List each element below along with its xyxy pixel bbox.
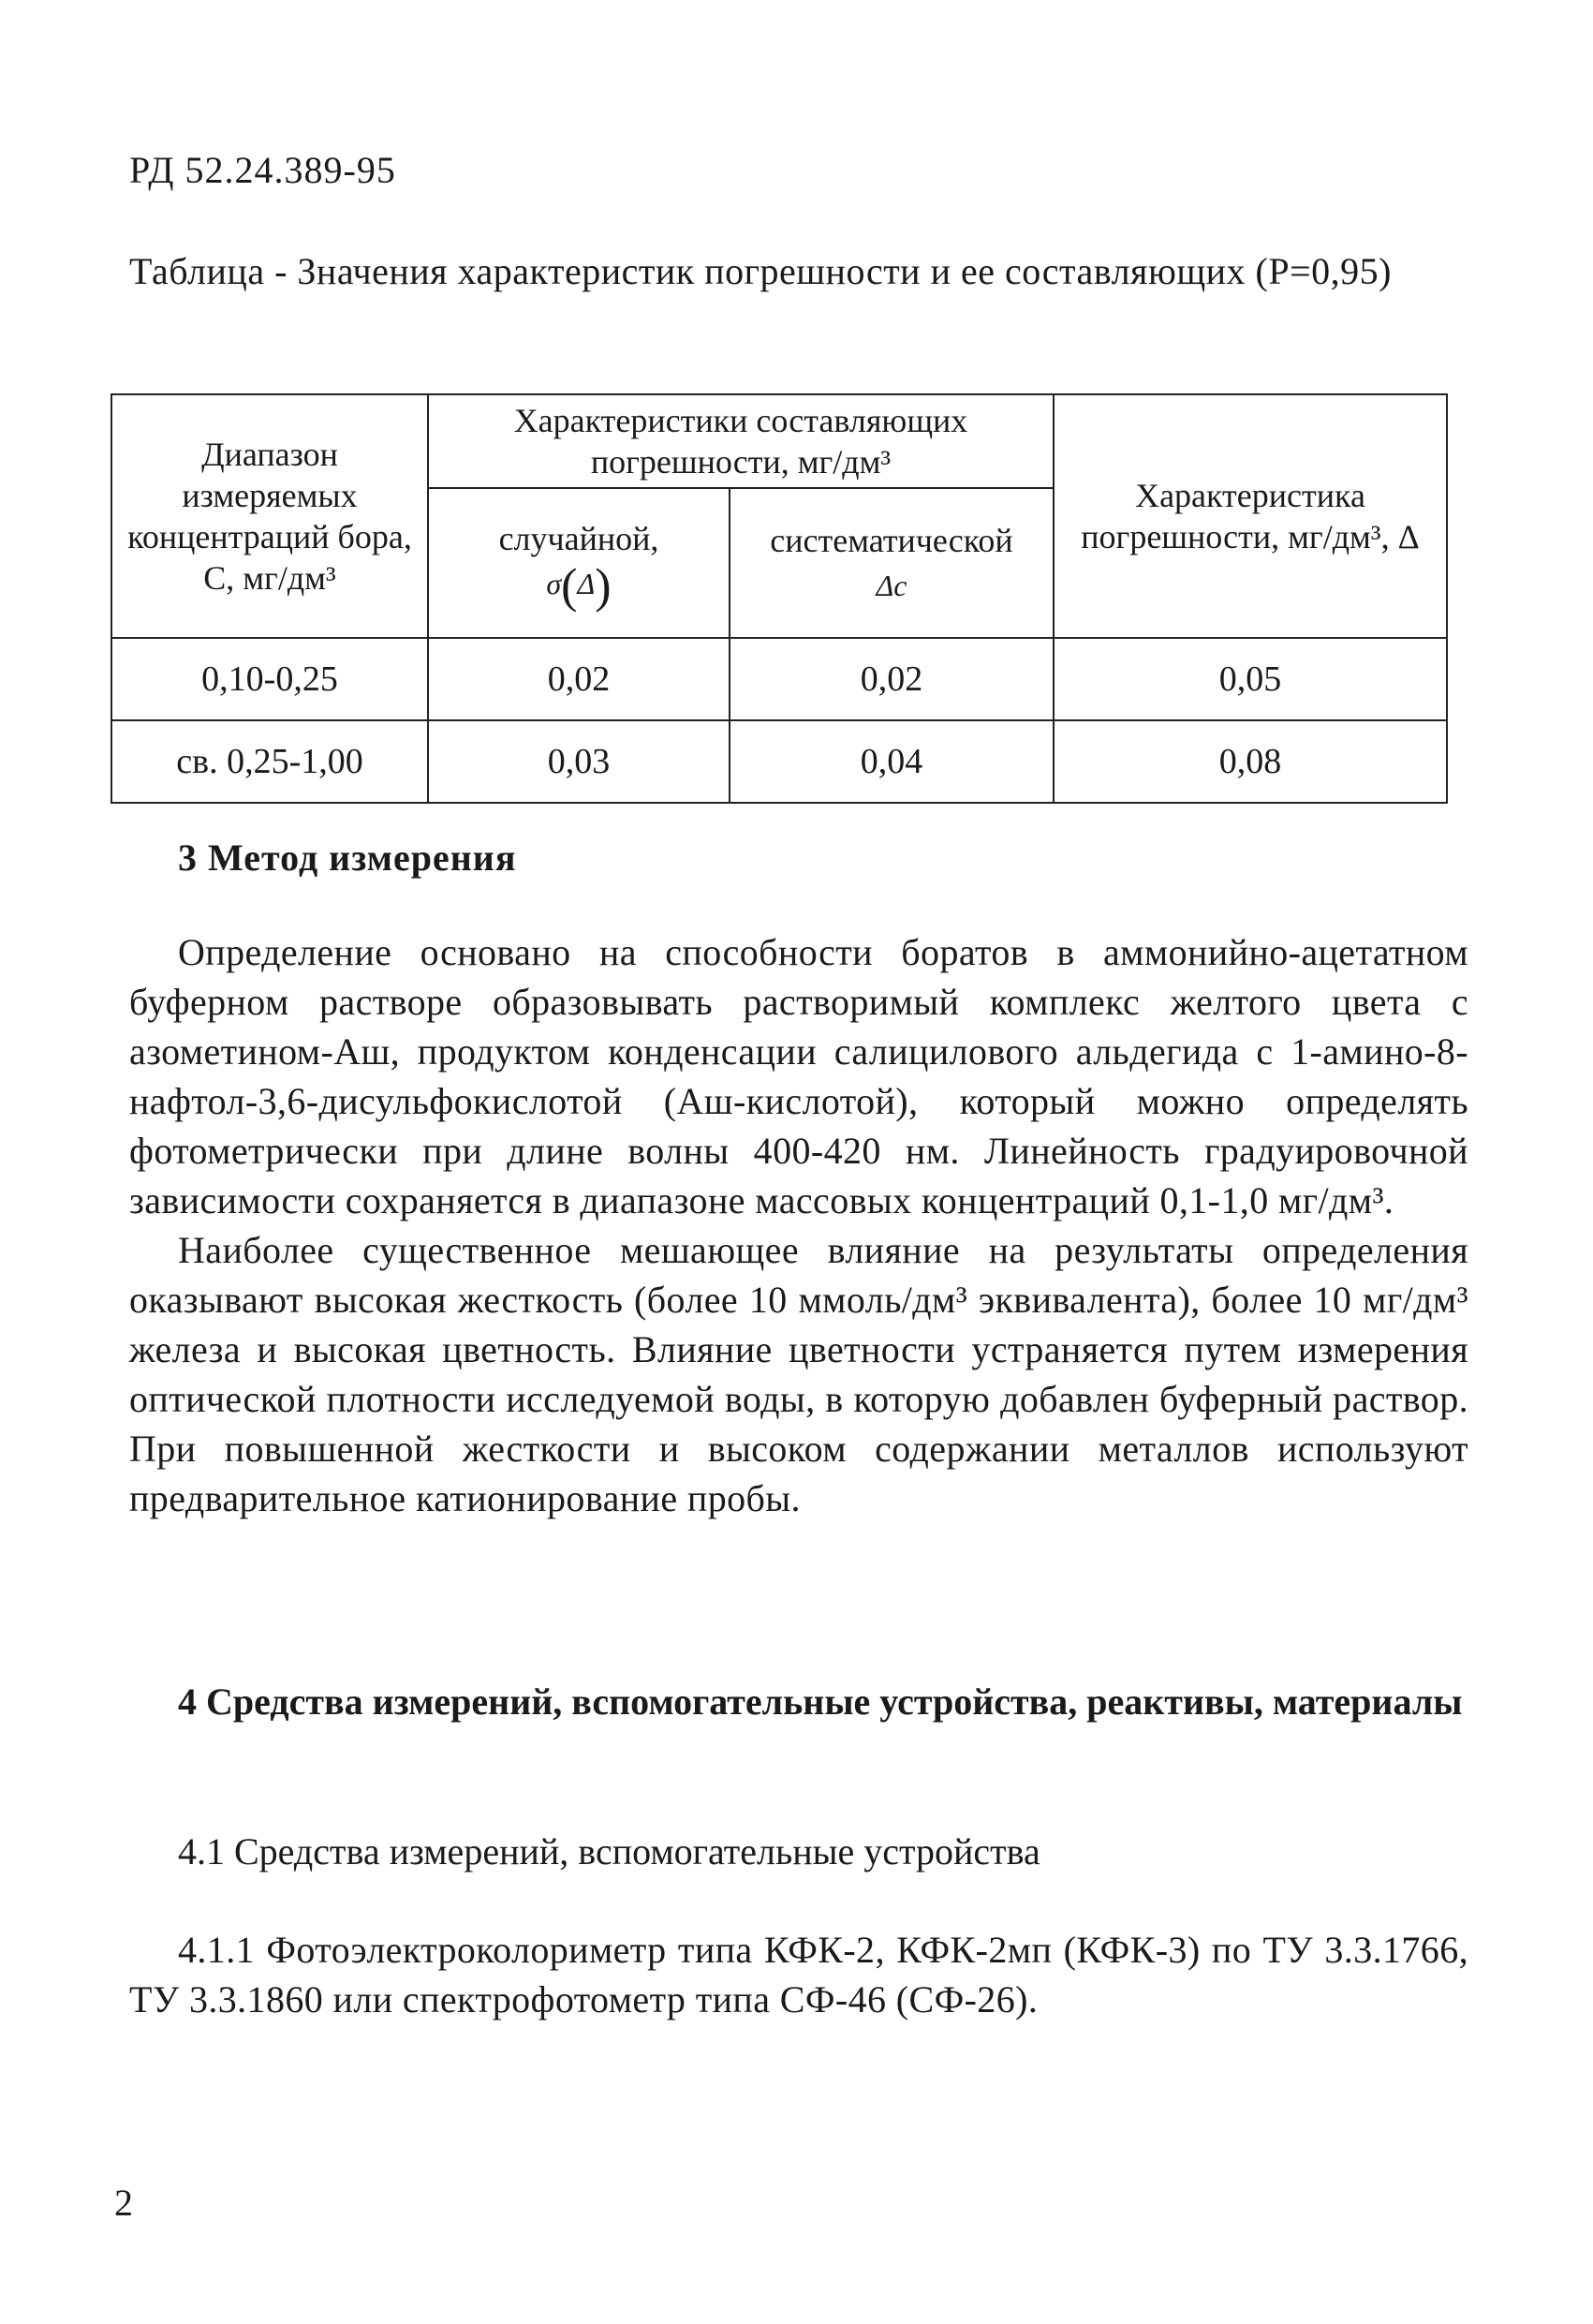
random-inner: Δ xyxy=(577,567,596,601)
cell-systematic: 0,02 xyxy=(730,638,1054,720)
header-random-symbol xyxy=(546,559,612,614)
table-row xyxy=(111,720,1447,803)
document-code: РД 52.24.389-95 xyxy=(129,149,396,191)
bracket-close: ) xyxy=(595,559,612,614)
header-range: Диапазон измеряемых концентраций бора, С, мг/дм³ xyxy=(111,394,428,638)
cell-total: 0,08 xyxy=(1054,720,1447,803)
cell-range: св. 0,25-1,00 xyxy=(111,720,428,803)
section-3-paragraph-1: Определение основано на способности боратов в аммонийно-ацетатном буферном растворе образовывать растворимый комплекс желтого цвета с азометином-Аш, продуктом конденсации салицилового альдегида с 1-амино-8-нафтол-3,6-дисульфокислотой (Аш-кислотой), который можно определять фотометрически при длине волны 400-420 нм. Линейность градуировочной зависимости сохраняется в диапазоне массовых концентраций 0,1-1,0 мг/дм³. xyxy=(129,931,1468,1221)
cell-range: 0,10-0,25 xyxy=(111,638,428,720)
cell-random: 0,03 xyxy=(428,720,730,803)
page-number: 2 xyxy=(114,2182,133,2224)
header-components: Характеристики составляющих погрешности, мг/дм³ xyxy=(428,394,1054,488)
subsection-4-1-1 xyxy=(129,1925,1468,2024)
cell-total: 0,05 xyxy=(1054,638,1447,720)
subsection-4-1-1-text: 4.1.1 Фотоэлектроколориметр типа КФК-2, КФК-2мп (КФК-3) по ТУ 3.3.1766, ТУ 3.3.1860 или спектрофотометр типа СФ-46 (СФ-26). xyxy=(129,1929,1468,2021)
table-caption: Таблица - Значения характеристик погрешности и ее составляющих (Р=0,95) xyxy=(129,250,1392,292)
header-systematic-symbol: Δс xyxy=(876,569,907,602)
header-random xyxy=(428,488,730,638)
cell-random: 0,02 xyxy=(428,638,730,720)
header-systematic-label: систематической xyxy=(770,522,1013,559)
table-row xyxy=(111,638,1447,720)
cell-systematic: 0,04 xyxy=(730,720,1054,803)
header-total: Характеристика погрешности, мг/дм³, Δ xyxy=(1054,394,1447,638)
subsection-4-1-title: 4.1 Средства измерений, вспомогательные устройства xyxy=(178,1830,1040,1873)
header-systematic xyxy=(730,488,1054,638)
section-3-body xyxy=(129,927,1468,1523)
random-sigma: σ xyxy=(546,567,562,601)
error-characteristics-table xyxy=(111,393,1448,804)
section-3-title: 3 Метод измерения xyxy=(178,836,517,879)
section-4-title: 4 Средства измерений, вспомогательные устройства, реактивы, материалы xyxy=(178,1680,1463,1723)
header-random-label: случайной, xyxy=(498,520,659,558)
bracket-open: ( xyxy=(561,559,578,614)
section-3-paragraph-2: Наиболее существенное мешающее влияние на результаты определения оказывают высокая жесткость (более 10 ммоль/дм³ эквивалента), более 10 мг/дм³ железа и высокая цветность. Влияние цветности устраняется путем измерения оптической плотности исследуемой воды, в которую добавлен буферный раствор. При повышенной жесткости и высоком содержании металлов используют предварительное катионирование пробы. xyxy=(129,1229,1468,1519)
